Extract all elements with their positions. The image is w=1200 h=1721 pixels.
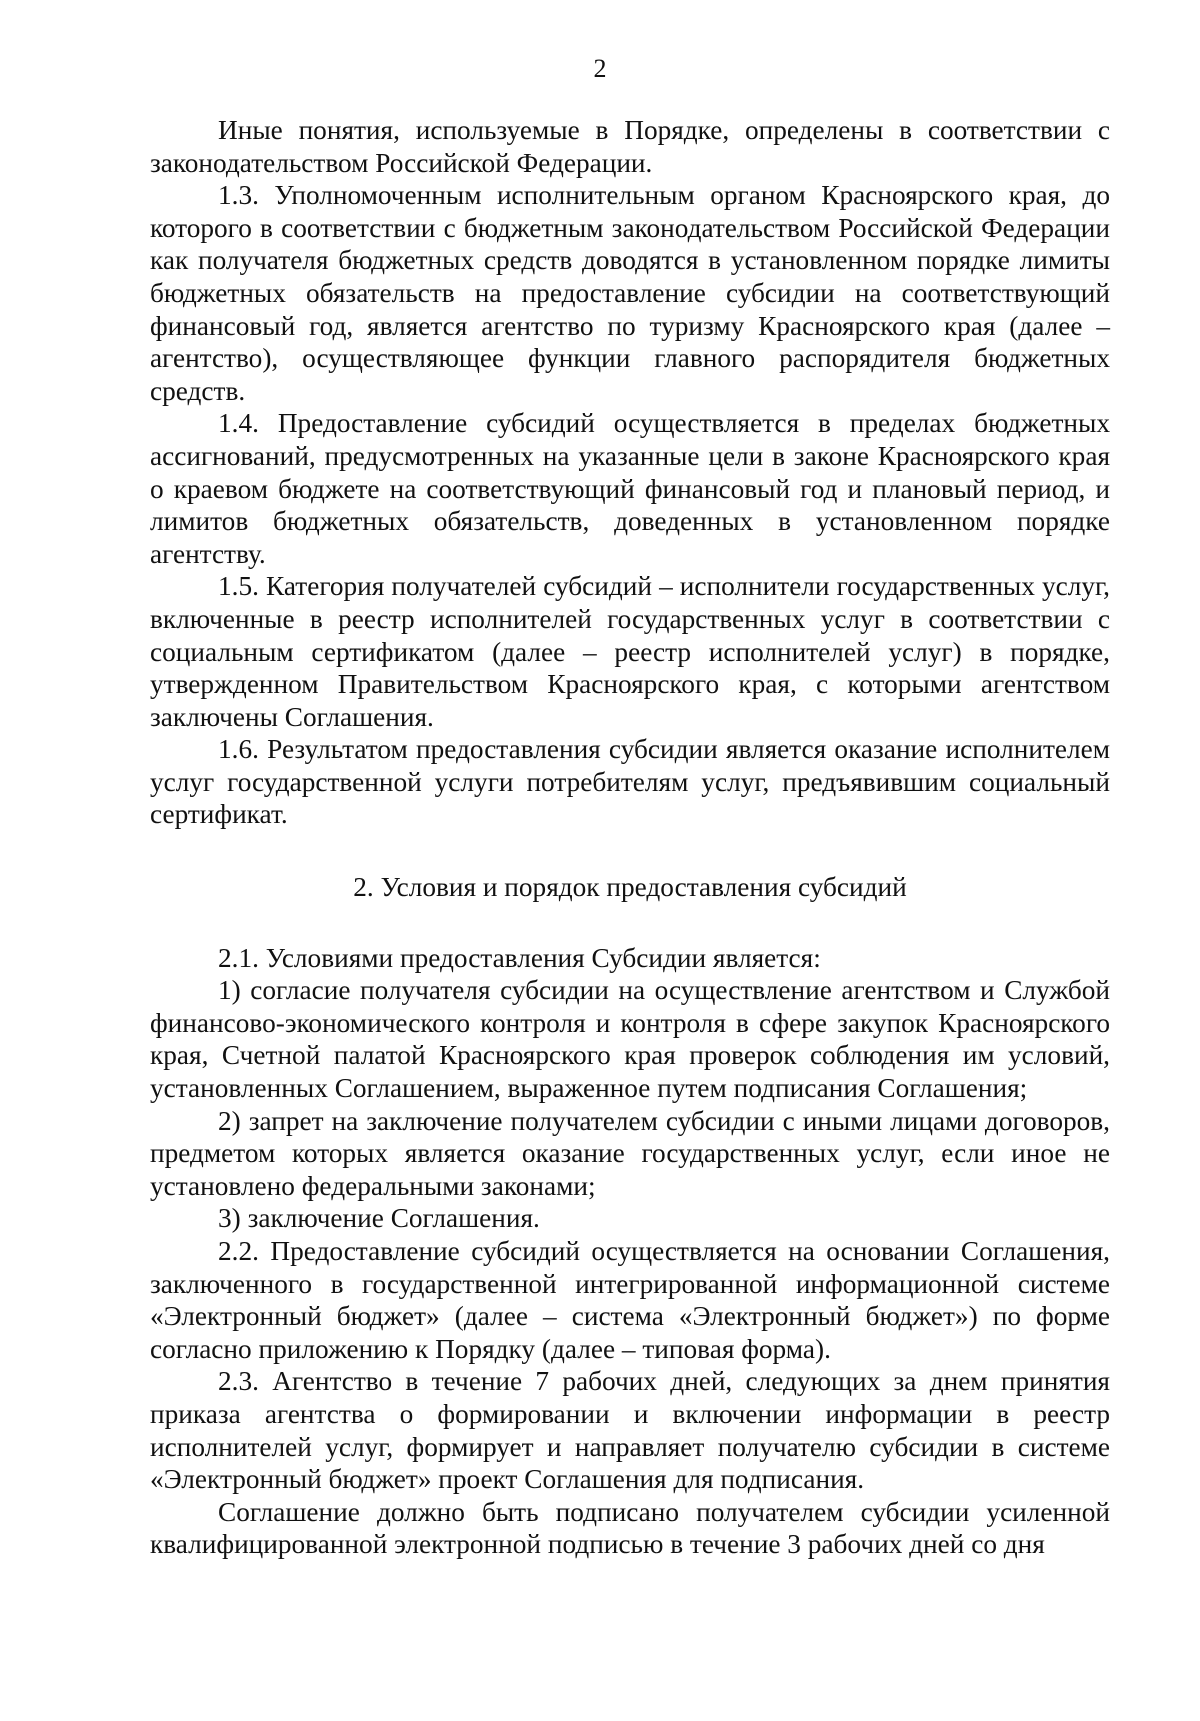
paragraph-2-2: 2.2. Предоставление субсидий осуществляется на основании Соглашения, заключенного в государственной интегрированной информационной системе «Электронный бюджет» (далее – система «Электронный бюджет») по форме согласно приложению к Порядку (далее – типовая форма). (150, 1236, 1110, 1364)
document-body (150, 114, 1110, 1561)
paragraph-2-1-item-1: 1) согласие получателя субсидии на осуществление агентством и Службой финансово-экономического контроля и контроля в сфере закупок Красноярского края, Счетной палатой Красноярского края проверок соблюдения им условий, установленных Соглашением, выраженное путем подписания Соглашения; (150, 975, 1110, 1104)
paragraph-2-3: 2.3. Агентство в течение 7 рабочих дней, следующих за днем принятия приказа агентства о формировании и включении информации в реестр исполнителей услуг, формирует и направляет получателю субсидии в системе «Электронный бюджет» проект Соглашения для подписания. (150, 1366, 1110, 1495)
paragraph-1-3: 1.3. Уполномоченным исполнительным органом Красноярского края, до которого в соответствии с бюджетным законодательством Российской Федерации как получателя бюджетных средств доводятся в установленном порядке лимиты бюджетных обязательств на предоставление субсидии на соответствующий финансовый год, является агентство по туризму Красноярского края (далее – агентство), осуществляющее функции главного распорядителя бюджетных средств. (150, 180, 1110, 406)
paragraph-other-concepts: Иные понятия, используемые в Порядке, определены в соответствии с законодательством Российской Федерации. (150, 115, 1110, 178)
paragraph-2-1: 2.1. Условиями предоставления Субсидии является: (218, 942, 821, 973)
paragraph-2-1-item-2: 2) запрет на заключение получателем субсидии с иными лицами договоров, предметом которых является оказание государственных услуг, если иное не установлено федеральными законами; (150, 1105, 1110, 1201)
paragraph-1-5: 1.5. Категория получателей субсидий – исполнители государственных услуг, включенные в реестр исполнителей государственных услуг в соответствии с социальным сертификатом (далее – реестр исполнителей услуг) в порядке, утвержденном Правительством Красноярского края, с которыми агентством заключены Соглашения. (150, 571, 1110, 732)
page-number: 2 (593, 54, 607, 83)
paragraph-2-1-item-3: 3) заключение Соглашения. (218, 1203, 540, 1234)
paragraph-1-6: 1.6. Результатом предоставления субсидии является оказание исполнителем услуг государственной услуги потребителям услуг, предъявившим социальный сертификат. (150, 734, 1110, 830)
section-heading: 2. Условия и порядок предоставления субсидий (353, 872, 907, 903)
paragraph-1-4: 1.4. Предоставление субсидий осуществляется в пределах бюджетных ассигнований, предусмотренных на указанные цели в законе Красноярского края о краевом бюджете на соответствующий финансовый год и плановый период, и лимитов бюджетных обязательств, доведенных в установленном порядке агентству. (150, 408, 1110, 569)
paragraph-agreement-signing: Соглашение должно быть подписано получателем субсидии усиленной квалифицированной электронной подписью в течение 3 рабочих дней со дня (150, 1496, 1110, 1560)
